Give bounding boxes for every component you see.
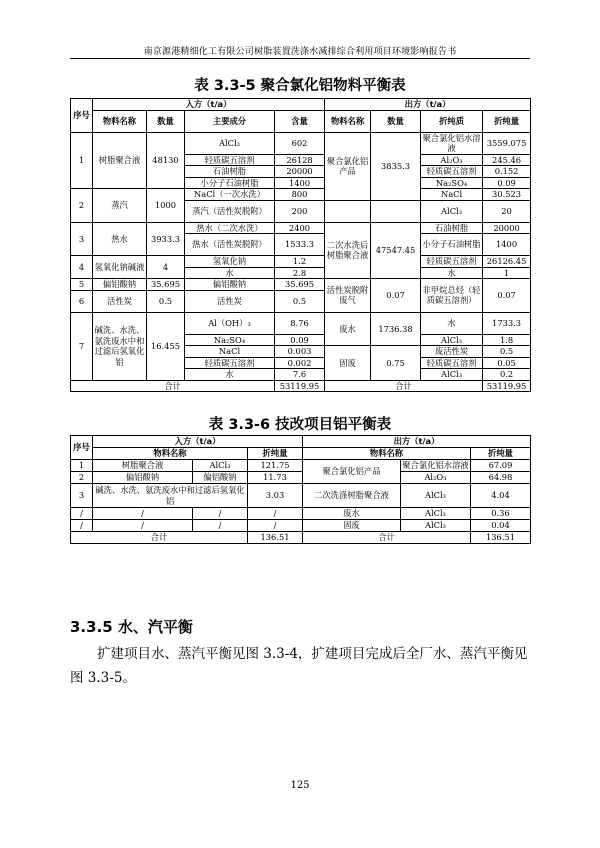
col-header: 物料名称 [93, 110, 147, 132]
out-name: 废水 [303, 508, 401, 520]
input-no: 5 [71, 279, 93, 291]
input-no: 1 [71, 132, 93, 189]
col-header: 主要成分 [185, 110, 275, 132]
out-value: 4.04 [471, 484, 531, 508]
input-component: 蒸汽（活性炭脱附） [185, 200, 275, 222]
input-no: 4 [71, 256, 93, 279]
out-value: 0.36 [471, 508, 531, 520]
input-name: 热水 [93, 222, 147, 256]
output-amount: 0.05 [483, 357, 531, 369]
output-amount: 245.46 [483, 154, 531, 166]
output-qty: 1736.38 [371, 312, 421, 346]
input-amount: 0.5 [275, 290, 325, 312]
input-component: 热水（二次水洗） [185, 222, 275, 234]
input-component: 石油树脂 [185, 166, 275, 178]
output-amount: 20000 [483, 222, 531, 234]
output-amount: 0.09 [483, 177, 531, 189]
out-value: 64.98 [471, 472, 531, 484]
input-component: 活性炭 [185, 290, 275, 312]
out-component: 聚合氯化铝水溶液 [402, 460, 469, 471]
input-name: 氢氧化钠碱液 [93, 256, 147, 279]
output-item: 废活性炭 [421, 346, 483, 358]
total-label: 合计 [303, 532, 471, 544]
input-qty: 0.5 [147, 290, 185, 312]
in-component: / [193, 508, 248, 520]
out-name: 聚合氯化铝产品 [303, 460, 401, 484]
input-component: NaCl（一次水洗） [185, 189, 275, 201]
pac-material-balance-table [70, 98, 531, 392]
input-no: 2 [71, 189, 93, 223]
input-component: AlCl₃ [185, 132, 275, 154]
output-name: 废水 [325, 312, 371, 346]
input-qty: 4 [147, 256, 185, 279]
input-no: 3 [71, 222, 93, 256]
output-qty: 0.07 [371, 279, 421, 313]
output-item: AlCl₃ [421, 334, 483, 346]
output-item: AlCl₃ [421, 200, 483, 222]
in-group-header: 入方（t/a） [93, 99, 325, 111]
input-amount: 8.76 [275, 312, 325, 334]
body-paragraph: 扩建项目水、蒸汽平衡见图 3.3-4，扩建项目完成后全厂水、蒸汽平衡见图 3.3-5。 [70, 646, 528, 686]
out-name: 固废 [303, 520, 401, 532]
section-heading: 3.3.5 水、汽平衡 [70, 618, 193, 636]
output-qty [371, 200, 421, 222]
output-item: 水 [421, 267, 483, 279]
col-header: 物料名称 [325, 110, 371, 132]
output-item: Al₂O₃ [421, 154, 483, 166]
output-amount: 0.5 [483, 346, 531, 358]
input-amount: 0.003 [275, 346, 325, 358]
input-name: 树脂聚合液 [93, 132, 147, 189]
input-name: 蒸汽 [93, 189, 147, 223]
total-label: 合计 [71, 380, 275, 392]
out-component: AlCl₃ [401, 508, 471, 520]
row-no: / [71, 508, 93, 520]
input-qty: 16.455 [147, 312, 185, 380]
input-component: 小分子石油树脂 [185, 177, 275, 189]
output-amount: 1733.3 [483, 312, 531, 334]
input-amount: 1.2 [275, 256, 325, 268]
in-value: 121.75 [248, 460, 303, 472]
input-amount: 800 [275, 189, 325, 201]
col-header: 折纯量 [483, 110, 531, 132]
input-name: 活性炭 [93, 290, 147, 312]
input-component: 氢氧化钠 [185, 256, 275, 268]
total-out: 53119.95 [483, 380, 531, 392]
output-amount: 26126.45 [483, 256, 531, 268]
output-item: 石油树脂 [421, 222, 483, 234]
input-component: 偏铝酸钠 [185, 279, 275, 291]
header-divider [70, 58, 530, 59]
output-item: 轻质碳五溶剂 [421, 357, 483, 369]
table2-title: 表 3.3-6 技改项目铝平衡表 [208, 417, 392, 433]
in-value: 11.73 [248, 472, 303, 484]
in-value: / [248, 520, 303, 532]
col-header: 物料名称 [93, 448, 248, 460]
in-name: / [93, 520, 193, 532]
output-item: 轻质碳五溶剂 [421, 256, 483, 268]
col-header: 折纯量 [248, 448, 303, 460]
row-no: 2 [71, 472, 93, 484]
input-qty: 1000 [147, 189, 185, 223]
output-amount: 20 [483, 200, 531, 222]
col-header-no: 序号 [71, 99, 93, 133]
in-group-header: 入方（t/a） [93, 436, 303, 448]
row-no: 3 [71, 484, 93, 508]
out-value: 0.04 [471, 520, 531, 532]
output-name: 聚合氯化铝产品 [325, 132, 371, 200]
output-item: AlCl₃ [421, 369, 483, 381]
input-qty: 3933.3 [147, 222, 185, 256]
in-name: / [93, 508, 193, 520]
row-no: / [71, 520, 93, 532]
input-amount: 26128 [275, 154, 325, 166]
output-item: 非甲烷总烃（轻质碳五溶剂） [421, 279, 483, 313]
input-qty: 48130 [147, 132, 185, 189]
input-component: 水 [185, 369, 275, 381]
output-amount: 0.152 [483, 166, 531, 178]
col-header: 数量 [371, 110, 421, 132]
page-number: 125 [290, 780, 310, 791]
output-amount: 3559.075 [483, 132, 531, 154]
aluminum-balance-table [70, 435, 531, 544]
output-item: 小分子石油树脂 [421, 234, 483, 256]
input-amount: 2.8 [275, 267, 325, 279]
output-qty: 47547.45 [371, 222, 421, 279]
in-component: AlCl₃ [193, 460, 248, 472]
in-component: 偏铝酸钠 [193, 472, 248, 484]
in-name: 树脂聚合液 [93, 460, 193, 472]
input-amount: 602 [275, 132, 325, 154]
out-component: AlCl₃ [401, 484, 471, 508]
out-component: Al₂O₃ [401, 472, 471, 484]
table1-title: 表 3.3-5 聚合氯化铝物料平衡表 [194, 78, 406, 94]
input-amount: 20000 [275, 166, 325, 178]
in-value: / [248, 508, 303, 520]
page-header: 南京源港精细化工有限公司树脂装置洗涤水减排综合利用项目环境影响报告书 [143, 47, 457, 57]
output-name: 固废 [325, 346, 371, 381]
input-amount: 2400 [275, 222, 325, 234]
output-amount: 30.523 [483, 189, 531, 201]
col-header-no: 序号 [71, 436, 93, 460]
output-name: 活性炭脱附废气 [325, 279, 371, 313]
input-name: 偏铝酸钠 [93, 279, 147, 291]
input-name: 碱洗、水洗、氨洗废水中和过滤后氢氧化铝 [93, 312, 147, 380]
total-in: 53119.95 [275, 380, 325, 392]
col-header: 折纯量 [471, 448, 531, 460]
output-name: 二次水洗后树脂聚合液 [325, 222, 371, 279]
output-amount: 1 [483, 267, 531, 279]
input-no: 6 [71, 290, 93, 312]
col-header: 物料名称 [303, 448, 471, 460]
input-component: Na₂SO₄ [185, 334, 275, 346]
output-item: 轻质碳五溶剂 [421, 166, 483, 178]
input-amount: 1533.3 [275, 234, 325, 256]
out-group-header: 出方（t/a） [325, 99, 531, 111]
out-group-header: 出方（t/a） [303, 436, 531, 448]
in-value: 3.03 [248, 484, 303, 508]
input-no: 7 [71, 312, 93, 380]
out-value: 67.09 [471, 460, 531, 472]
in-name: 偏铝酸钠 [93, 472, 193, 484]
total-out: 136.51 [471, 532, 531, 544]
input-amount: 35.695 [275, 279, 325, 291]
input-amount: 1400 [275, 177, 325, 189]
output-item: NaCl [421, 189, 483, 201]
input-amount: 7.6 [275, 369, 325, 381]
col-header: 数量 [147, 110, 185, 132]
input-amount: 0.002 [275, 357, 325, 369]
output-qty: 0.75 [371, 346, 421, 381]
output-qty: 3835.3 [371, 132, 421, 200]
output-item: Na₂SO₄ [421, 177, 483, 189]
output-amount: 1400 [483, 234, 531, 256]
input-component: 热水（活性炭脱附） [185, 234, 275, 256]
input-component: 轻质碳五溶剂 [185, 154, 275, 166]
output-name [325, 200, 371, 222]
input-component: NaCl [185, 346, 275, 358]
input-qty: 35.695 [147, 279, 185, 291]
col-header: 含量 [275, 110, 325, 132]
input-component: Al（OH）₃ [185, 312, 275, 334]
input-amount: 200 [275, 200, 325, 222]
in-component: / [193, 520, 248, 532]
output-amount: 1.8 [483, 334, 531, 346]
total-in: 136.51 [248, 532, 303, 544]
row-no: 1 [71, 460, 93, 472]
output-amount: 0.2 [483, 369, 531, 381]
total-label: 合计 [325, 380, 483, 392]
total-label: 合计 [71, 532, 248, 544]
output-item: 聚合氯化铝水溶液 [422, 132, 481, 153]
out-component: AlCl₃ [401, 520, 471, 532]
output-amount: 0.07 [483, 279, 531, 313]
in-name: 碱洗、水洗、氨洗废水中和过滤后氢氧化铝 [93, 484, 248, 508]
input-component: 轻质碳五溶剂 [185, 357, 275, 369]
input-component: 水 [185, 267, 275, 279]
input-amount: 0.09 [275, 334, 325, 346]
col-header: 折纯质 [421, 110, 483, 132]
out-name: 二次洗涤树脂聚合液 [303, 484, 401, 508]
output-item: 水 [421, 312, 483, 334]
